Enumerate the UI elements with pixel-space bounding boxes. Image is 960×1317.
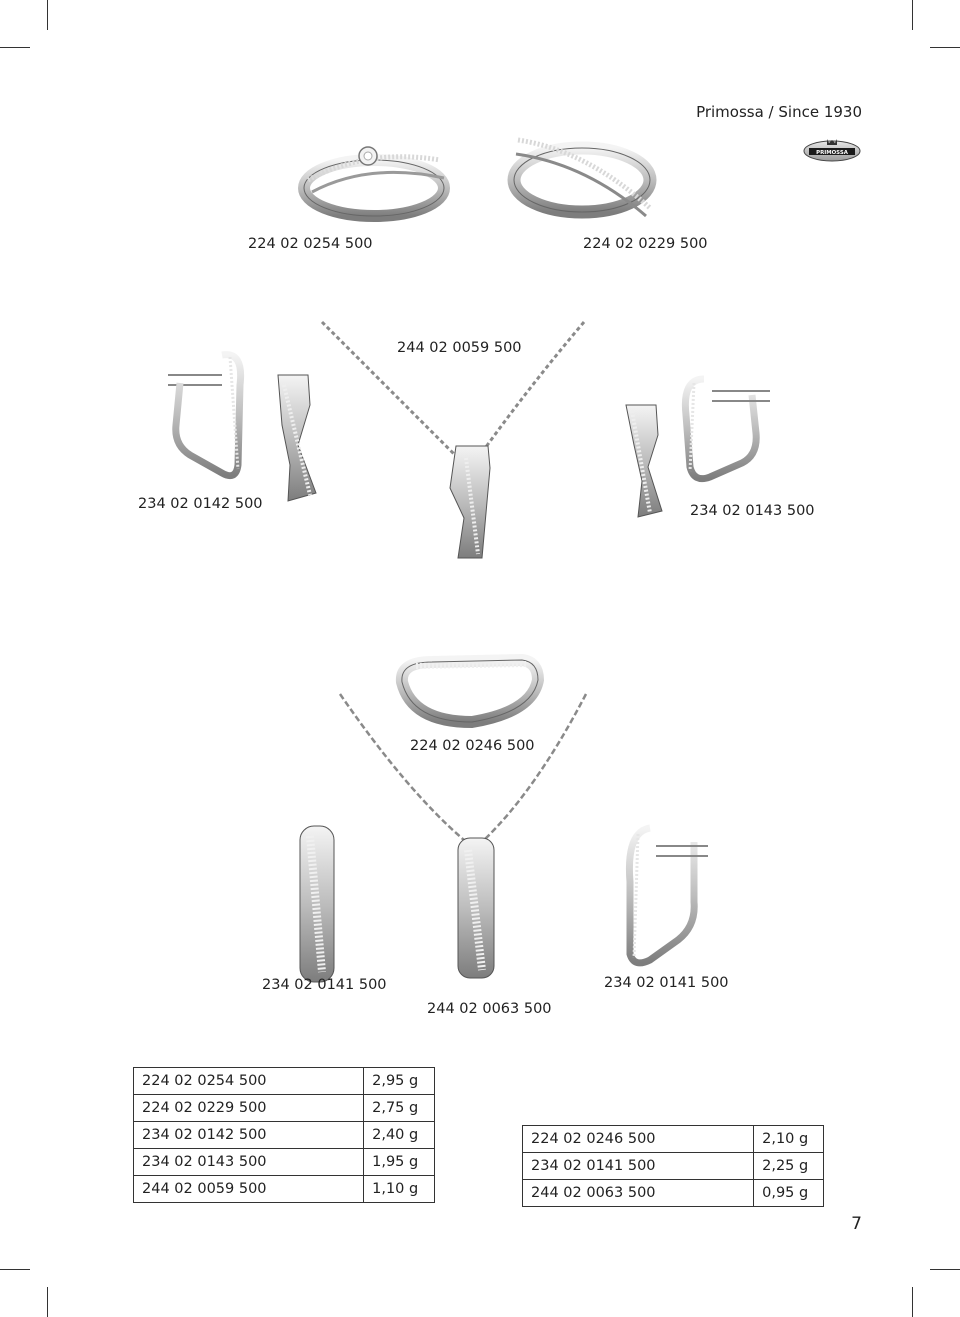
table-row [523,1153,824,1180]
table-row [134,1149,435,1176]
crop-mark-top-right-h [930,47,960,48]
table-row [134,1122,435,1149]
crop-mark-bottom-left-v [47,1287,48,1317]
earring-photo-0142 [160,345,325,505]
table-cell-code: 224 02 0246 500 [523,1126,754,1153]
weight-table-left [133,1067,435,1203]
table-cell-weight: 2,95 g [364,1068,435,1095]
product-code-earring-right-2: 234 02 0141 500 [604,975,729,991]
earring-photo-0141-left [292,822,342,987]
product-code-necklace-2: 244 02 0063 500 [427,1001,552,1017]
table-cell-weight: 1,95 g [364,1149,435,1176]
crop-mark-top-left-v [47,0,48,30]
table-cell-weight: 2,75 g [364,1095,435,1122]
table-cell-weight: 2,10 g [754,1126,824,1153]
table-cell-weight: 1,10 g [364,1176,435,1203]
table-cell-code: 234 02 0143 500 [134,1149,364,1176]
table-row [134,1176,435,1203]
crop-mark-top-right-v [912,0,913,30]
page-number: 7 [851,1214,862,1234]
table-cell-weight: 2,40 g [364,1122,435,1149]
table-cell-code: 234 02 0141 500 [523,1153,754,1180]
table-cell-code: 244 02 0059 500 [134,1176,364,1203]
product-code-earring-left-2: 234 02 0141 500 [262,977,387,993]
crop-mark-bottom-right-h [930,1269,960,1270]
product-code-ring-1: 224 02 0254 500 [248,236,373,252]
crop-mark-bottom-left-h [0,1269,30,1270]
table-row [134,1068,435,1095]
table-row [523,1180,824,1207]
ring-photo-0254 [298,128,450,224]
table-row [523,1126,824,1153]
weight-table-right [522,1125,824,1207]
crop-mark-top-left-h [0,47,30,48]
product-code-earring-left-1: 234 02 0142 500 [138,496,263,512]
table-cell-weight: 2,25 g [754,1153,824,1180]
crop-mark-bottom-right-v [912,1287,913,1317]
table-cell-code: 224 02 0254 500 [134,1068,364,1095]
table-cell-code: 234 02 0142 500 [134,1122,364,1149]
earring-photo-0141-right [612,822,722,972]
table-row [134,1095,435,1122]
ring-photo-0229 [506,128,658,224]
necklace-photo-0063 [336,690,591,990]
earring-photo-0143 [620,375,780,520]
product-code-ring-3: 224 02 0246 500 [410,738,535,754]
primossa-logo [803,136,861,162]
product-code-ring-2: 224 02 0229 500 [583,236,708,252]
table-cell-code: 224 02 0229 500 [134,1095,364,1122]
table-cell-weight: 0,95 g [754,1180,824,1207]
table-cell-code: 244 02 0063 500 [523,1180,754,1207]
product-code-earring-right-1: 234 02 0143 500 [690,503,815,519]
product-code-necklace-1: 244 02 0059 500 [397,340,522,356]
svg-text:PRIMOSSA: PRIMOSSA [816,150,848,156]
brand-title: Primossa / Since 1930 [696,103,862,121]
necklace-photo-0059 [318,318,588,563]
